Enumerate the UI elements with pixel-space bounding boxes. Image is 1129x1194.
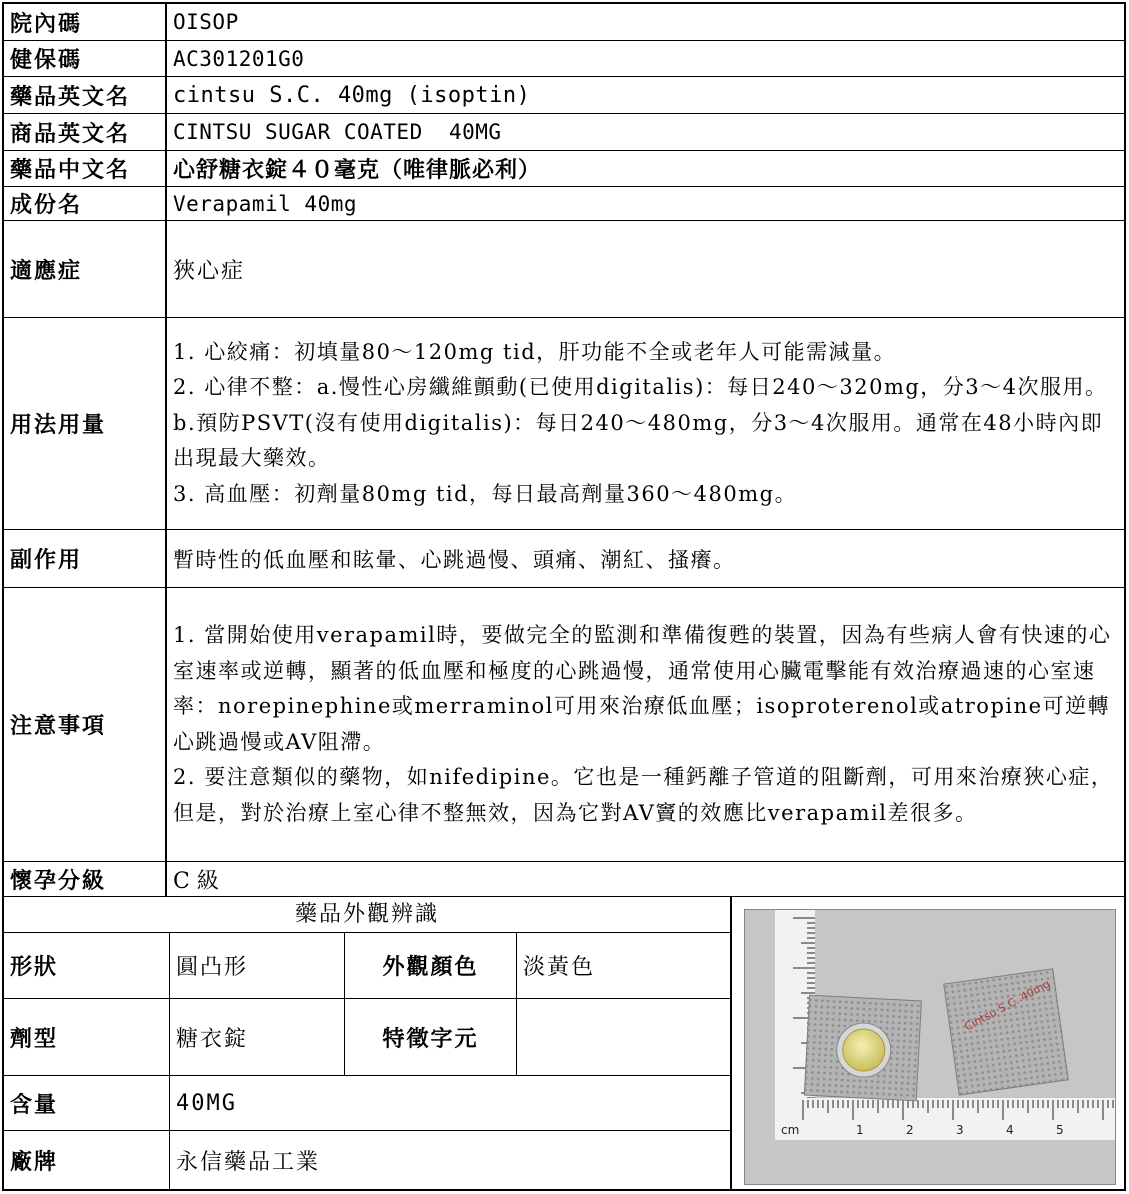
value-nhi-code: AC301201G0 bbox=[173, 46, 305, 71]
row-trade-en bbox=[4, 114, 1124, 151]
value-ingredient: Verapamil 40mg bbox=[173, 191, 358, 216]
value-pregnancy: C 級 bbox=[173, 868, 219, 894]
appearance-section bbox=[4, 897, 1124, 1189]
value-marking bbox=[517, 999, 732, 1076]
label-shape: 形狀 bbox=[4, 933, 170, 999]
dosage-line-3: 3. 高血壓：初劑量80mg tid，每日最高劑量360～480mg。 bbox=[173, 481, 798, 506]
label-drug-en: 藥品英文名 bbox=[4, 77, 167, 113]
label-ingredient: 成份名 bbox=[4, 187, 167, 220]
value-indication: 狹心症 bbox=[173, 258, 246, 284]
horizontal-ruler bbox=[775, 1098, 1115, 1140]
value-form: 糖衣錠 bbox=[170, 999, 345, 1076]
drug-photo-svg bbox=[745, 910, 1115, 1184]
ruler-number: 4 bbox=[1006, 1123, 1014, 1137]
label-pregnancy: 懷孕分級 bbox=[4, 862, 167, 896]
precaution-line-1: 1. 當開始使用verapamil時，要做完全的監測和準備復甦的裝置，因為有些病人會有快速的心室速率或逆轉，顯著的低血壓和極度的心跳過慢，通常使用心臟電擊能有效治療過速的心室速率：norepinephine或merraminol可用來治療低血壓；isoproterenol或atropine可逆轉心跳過慢或AV阻滯。 bbox=[173, 623, 1112, 754]
value-shape: 圓凸形 bbox=[170, 933, 345, 999]
label-hospital-code: 院內碼 bbox=[4, 4, 167, 40]
label-marking: 特徵字元 bbox=[345, 999, 517, 1076]
value-dosage bbox=[170, 318, 1124, 529]
dosage-line-1: 1. 心絞痛：初填量80～120mg tid，肝功能不全或老年人可能需減量。 bbox=[173, 339, 897, 364]
value-drug-en: cintsu S.C. 40mg (isoptin) bbox=[173, 82, 531, 108]
value-precautions bbox=[170, 588, 1124, 861]
row-precautions bbox=[4, 588, 1124, 862]
ruler-unit-label: cm bbox=[781, 1123, 800, 1137]
appearance-title: 藥品外觀辨識 bbox=[4, 897, 732, 933]
label-color: 外觀顏色 bbox=[345, 933, 517, 999]
label-maker: 廠牌 bbox=[4, 1131, 170, 1189]
row-ingredient bbox=[4, 187, 1124, 221]
ruler-number: 2 bbox=[906, 1123, 914, 1137]
ruler-number: 3 bbox=[956, 1123, 964, 1137]
drug-info-sheet bbox=[2, 2, 1126, 1191]
value-trade-en: CINTSU SUGAR COATED 40MG bbox=[173, 120, 502, 144]
row-hospital-code bbox=[4, 4, 1124, 41]
value-color: 淡黃色 bbox=[517, 933, 732, 999]
label-trade-en: 商品英文名 bbox=[4, 114, 167, 150]
row-indication bbox=[4, 221, 1124, 318]
blister-print-text: Cintsu S.C. 40mg bbox=[962, 977, 1053, 1034]
row-drug-zh bbox=[4, 151, 1124, 187]
ruler-number: 5 bbox=[1056, 1123, 1064, 1137]
row-nhi-code bbox=[4, 41, 1124, 77]
value-hospital-code: OISOP bbox=[173, 10, 239, 34]
value-strength: 40MG bbox=[170, 1076, 732, 1131]
label-form: 劑型 bbox=[4, 999, 170, 1076]
value-maker: 永信藥品工業 bbox=[170, 1131, 732, 1189]
row-dosage bbox=[4, 318, 1124, 530]
drug-photo bbox=[744, 909, 1116, 1185]
label-nhi-code: 健保碼 bbox=[4, 41, 167, 76]
precaution-line-2: 2. 要注意類似的藥物，如nifedipine。它也是一種鈣離子管道的阻斷劑，可用來治療狹心症，但是，對於治療上室心律不整無效，因為它對AV竇的效應比verapamil差很多。 bbox=[173, 765, 1114, 825]
label-strength: 含量 bbox=[4, 1076, 170, 1131]
value-drug-zh: 心舒糖衣錠４０毫克（唯律脈必利） bbox=[173, 157, 542, 183]
blister-open bbox=[804, 995, 921, 1101]
label-dosage: 用法用量 bbox=[4, 318, 167, 529]
dosage-line-2: 2. 心律不整：a.慢性心房纖維顫動(已使用digitalis)：每日240～320mg，分3～4次服用。b.預防PSVT(沒有使用digitalis)：每日240～480mg，分3～4次服用。通常在48小時內即出現最大藥效。 bbox=[173, 375, 1108, 471]
label-indication: 適應症 bbox=[4, 221, 167, 317]
label-drug-zh: 藥品中文名 bbox=[4, 151, 167, 186]
label-precautions: 注意事項 bbox=[4, 588, 167, 861]
row-side-effects bbox=[4, 530, 1124, 588]
row-drug-en bbox=[4, 77, 1124, 114]
row-pregnancy bbox=[4, 862, 1124, 897]
ruler-number: 1 bbox=[856, 1123, 864, 1137]
label-side-effects: 副作用 bbox=[4, 530, 167, 587]
blister-printed bbox=[944, 969, 1069, 1095]
value-side-effects: 暫時性的低血壓和眩暈、心跳過慢、頭痛、潮紅、搔癢。 bbox=[173, 547, 736, 572]
